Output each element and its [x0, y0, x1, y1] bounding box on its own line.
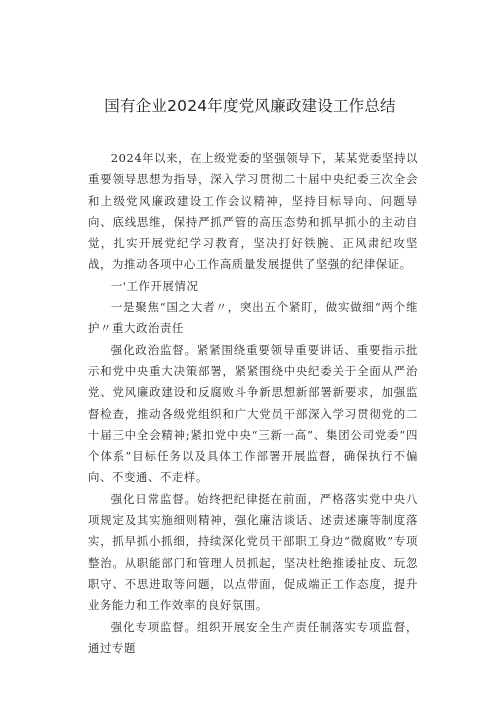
subsection-heading: 一是聚焦“国之大者〃，突出五个紧盯，做实做细“两个维护〃重大政治责任: [88, 300, 418, 336]
paragraph-intro: 2024年以来，在上级党委的坚强领导下，某某党委坚持以重要领导思想为指导，深入学习贯彻二十届中央纪委三次全会和上级党风廉政建设工作会议精神，坚持目标导向、问题导向、底线思维，保持严抓严管的高压态势和抓早抓小的主动自觉，扎实开展党纪学习教育，坚决打好铁腕、正风肃纪攻坚战，为推动各项中心工作高质量发展提供了坚强的纪律保证。: [88, 151, 418, 272]
paragraph-political-supervision: 强化政治监督。紧紧围绕重要领导重要讲话、重要指示批示和党中央重大决策部署，紧紧围绕中央纪委关于全面从严治党、党风廉政建设和反腐败斗争新思想新部署新要求，加强监督检查，推动各级党组织和广大党员干部深入学习贯彻党的二十届三中全会精神;紧扣党中央“三新一高”、集团公司党委”四个体系”目标任务以及具体工作部署开展监督，确保执行不偏向、不变通、不走样。: [88, 342, 418, 485]
document-body: [88, 148, 418, 659]
paragraph-special-supervision: 强化专项监督。组织开展安全生产责任制落实专项监督，通过专题: [88, 619, 418, 655]
paragraph-daily-supervision: 强化日常监督。始终把纪律挺在前面，严格落实党中央八项规定及其实施细则精神，强化廉洁谈话、述责述廉等制度落实，抓早抓小抓细，持续深化党员干部职工身边“微腐败”专项整治。从职能部门和管理人员抓起，坚决杜绝推诿扯皮、玩忽职守、不思进取等问题，以点带面，促成端正工作态度，提升业务能力和工作效率的良好氛围。: [88, 491, 418, 613]
document-title: 国有企业2024年度党风廉政建设工作总结: [104, 97, 396, 115]
section-heading: 一'工作开展情况: [110, 278, 199, 293]
